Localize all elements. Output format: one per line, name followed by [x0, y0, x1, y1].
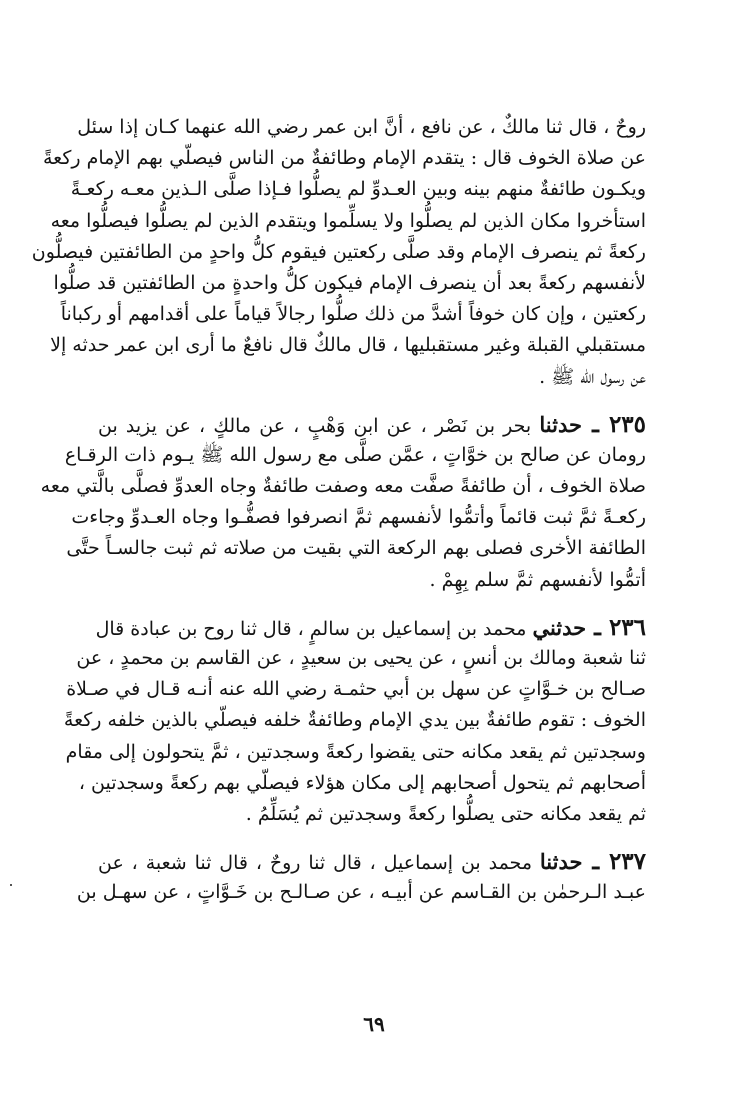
scan-speck: [10, 884, 12, 886]
hadith-keyword: حدثني: [532, 614, 587, 640]
hadith-number: ٢٣٦: [608, 613, 646, 641]
text-line: [95, 612, 646, 643]
text-line: عن صلاة الخوف قال : يتقدم الإمام وطائفةٌ من الناس فيصلّي بهم الإمام ركعةً: [43, 147, 646, 170]
hadith-paragraph-237: [76, 846, 646, 908]
text-line: روحٌ ، قال ثنا مالكٌ ، عن نافع ، أنَّ ابن عمر رضي الله عنهما كـان إذا سئل: [77, 116, 646, 138]
text-line: استأخروا مكان الذين لم يصلُّوا ولا يسلِّموا ويتقدم الذين لم يصلُّوا فيصلُّوا معه: [50, 209, 646, 232]
text-fragment: بحر بن نَصْر ، عن ابن وَهْبٍ ، عن مالكٍ ، عن يزيد بن: [98, 414, 540, 437]
text-line: رومان عن صالح بن خوَّاتٍ ، عمَّن صلَّى مع رسول الله ﷺ يـوم ذات الرقـاع: [64, 443, 646, 466]
hadith-number: ٢٣٧: [608, 848, 646, 876]
text-line: الطائفة الأخرى فصلى بهم الركعة التي بقيت من صلاته ثم ثبت جالسـاً حتَّى: [66, 537, 646, 560]
page-number: ٦٩: [363, 1012, 385, 1036]
text-fragment: محمد بن إسماعيل ، قال ثنا روحٌ ، قال ثنا شعبة ، عن: [98, 852, 540, 875]
text-line: أصحابهم ثم يتحول أصحابهم إلى مكان هؤلاء فيصلّي بهم ركعةً وسجدتين ،: [78, 771, 646, 794]
text-line: صلاة الخوف ، أن طائفةً صفَّت معه وصفت طائفةٌ وجاه العدوِّ فصلَّى بالَّتي معه: [40, 475, 646, 498]
hadith-keyword: حدثنا: [539, 411, 582, 437]
text-line: الخوف : تقوم طائفةٌ بين يدي الإمام وطائفةٌ خلفه فيصلّي بالذين خلفه ركعةً: [63, 709, 646, 732]
text-line: ثنا شعبة ومالك بن أنسٍ ، عن يحيى بن سعيدٍ ، عن القاسم بن محمدٍ ، عن: [76, 647, 646, 669]
hadith-dash: ـ: [581, 410, 609, 438]
text-line: ركعـةً ثمَّ ثبت قائماً وأتمُّوا لأنفسهم ثمَّ انصرفوا فصفُّـوا وجاه العـدوِّ وجاءت: [71, 506, 646, 529]
text-line: صـالح بن خـوَّاتٍ عن سهل بن أبي حثمـة رضي الله عنه أنـه قـال في صـلاة: [66, 678, 646, 701]
text-line: [98, 409, 646, 440]
text-line: لأنفسهم ركعةً بعد أن ينصرف الإمام فيكون كلُّ واحدةٍ من الطائفتين قد صلُّوا: [53, 271, 646, 294]
hadith-keyword: حدثنا: [539, 849, 583, 875]
text-line: [98, 846, 646, 877]
page-text: [31, 112, 646, 909]
hadith-dash: ـ: [582, 848, 609, 876]
text-line: أتمُّوا لأنفسهم ثمَّ سلم بِهِمْ .: [429, 568, 646, 591]
text-line: عن رسول الله ﷺ .: [539, 365, 646, 388]
text-line: ويكـون طائفةٌ منهم بينه وبين العـدوِّ لم يصلُّوا فـإذا صلَّى الـذين معـه ركعـةً: [70, 178, 646, 201]
text-line: وسجدتين ثم يقعد مكانه حتى يقضوا ركعةً وسجدتين ، ثمَّ يتحولون إلى مقام: [65, 740, 646, 763]
hadith-paragraph-236: [63, 612, 646, 830]
text-line: مستقبلي القبلة وغير مستقبليها ، قال مالكٌ قال نافعٌ ما أرى ابن عمر حدثه إلا: [50, 334, 646, 357]
hadith-paragraph-235: [40, 409, 646, 596]
hadith-number: ٢٣٥: [608, 410, 646, 438]
text-line: ثم يقعد مكانه حتى يصلُّوا ركعةً وسجدتين ثم يُسَلِّمُ .: [245, 802, 646, 825]
text-fragment: محمد بن إسماعيل بن سالمٍ ، قال ثنا روح بن عبادة قال: [95, 617, 533, 640]
hadith-paragraph-continuation: [31, 112, 646, 393]
text-line: ركعتين ، وإن كان خوفاً أشدَّ من ذلك صلُّوا رجالاً قياماً على أقدامهم أو ركباناً: [60, 303, 646, 326]
text-line: عبـد الـرحمٰن بن القـاسم عن أبيـه ، عن صـالـح بن خَـوَّاتٍ ، عن سهـل بن: [76, 881, 646, 904]
hadith-dash: ـ: [586, 613, 609, 641]
text-line: ركعةً ثم ينصرف الإمام وقد صلَّى ركعتين فيقوم كلُّ واحدٍ من الطائفتين فيصلُّون: [31, 240, 646, 263]
